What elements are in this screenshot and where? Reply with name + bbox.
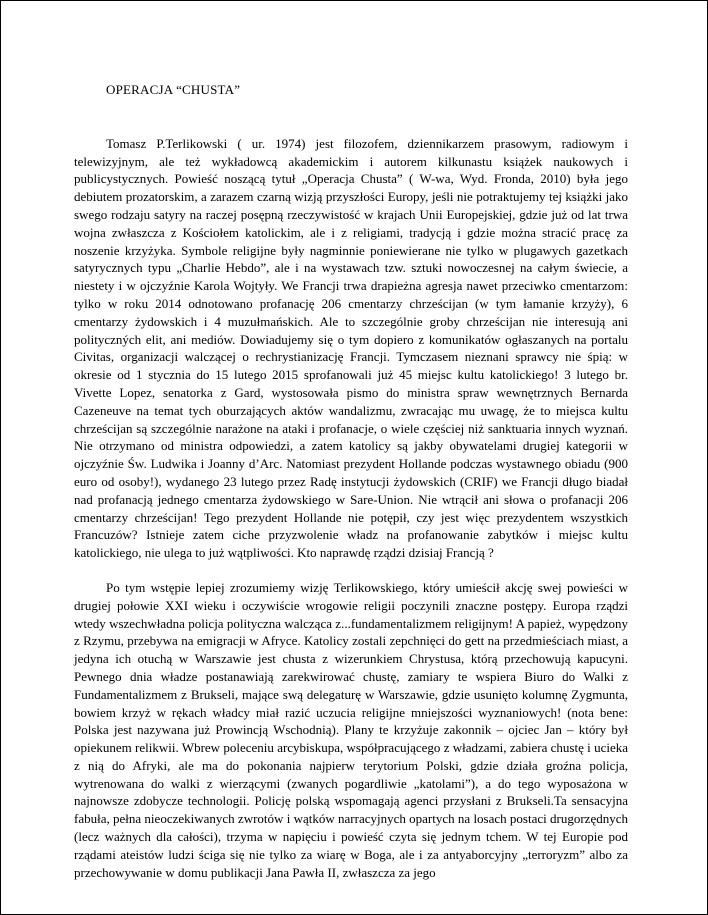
document-body — [74, 81, 628, 881]
paragraph-plot: Po tym wstępie lepiej zrozumiemy wizję Terlikowskiego, który umieścił akcję swej powieści w drugiej połowie XXI wieku i oczywiście wrogowie religii poczynili znaczne postępy. Europa rządzi wtedy wszechwładna policja polityczna walcząca z...fundamentalizmem religijnym! A papież, wypędzony z Rzymu, przebywa na emigracji w Afryce. Katolicy zostali zepchnięci do gett na przedmieściach miast, a jedyna ich otuchą w Warszawie jest chusta z wizerunkiem Chrystusa, którą przechowują kapucyni. Pewnego dnia władze postanawiają zarekwirować chustę, zamiary te wspiera Biuro do Walki z Fundamentalizmem z Brukseli, mające swą delegaturę w Warszawie, gdzie usunięto kolumnę Zygmunta, bowiem krzyż w rękach władcy miał razić uczucia religijne mniejszości wyznaniowych! (nota bene: Polska jest nazywana już Prowincją Wschodnią). Plany te krzyżuje zakonnik – ojciec Jan – który był opiekunem relikwii. Wbrew poleceniu arcybiskupa, współpracującego z władzami, zabiera chustę i ucieka z nią do Afryki, ale ma do pokonania najpierw terytorium Polski, gdzie działa groźna policja, wytrenowana do walki z wierzącymi (zwanych pogardliwie „katolami”), a do tego wyposażona w najnowsze zdobycze technologii. Policję polską wspomagają agenci przysłani z Brukseli.Ta sensacyjna fabuła, pełna nieoczekiwanych zwrotów i wątków narracyjnych opartych na losach postaci drugorzędnych (lecz ważnych dla całości), trzyma w napięciu i powieść czyta się jednym tchem. W tej Europie pod rządami ateistów ludzi ściga się nie tylko za wiarę w Boga, ale i za antyaborcyjny „terroryzm” albo za przechowywanie w domu publikacji Jana Pawła II, zwłaszcza za jego — [74, 579, 628, 880]
paragraph-intro: Tomasz P.Terlikowski ( ur. 1974) jest filozofem, dziennikarzem prasowym, radiowym i telewizyjnym, ale też wykładowcą akademickim i autorem kilkunastu książek naukowych i publicystycznych. Powieść noszącą tytuł „Operacja Chusta” ( W-wa, Wyd. Fronda, 2010) była jego debiutem prozatorskim, a zarazem czarną wizją przyszłości Europy, jeśli nie potraktujemy tej książki jako swego rodzaju satyry na raczej posępną rzeczywistość w krajach Unii Europejskiej, gdzie już od lat trwa wojna zwłaszcza z Kościołem katolickim, ale i z religiami, tradycją i gdzie można stracić pracę za noszenie krzyżyka. Symbole religijne były nagminnie poniewierane nie tylko w plugawych gazetkach satyrycznych typu „Charlie Hebdo”, ale i na wystawach tzw. sztuki nowoczesnej na całym świecie, a niestety i w ojczyźnie Karola Wojtyły. We Francji trwa drapieżna agresja nawet przeciwko cmentarzom: tylko w roku 2014 odnotowano profanację 206 cmentarzy chrześcijan (w tym łamanie krzyży), 6 cmentarzy żydowskich i 4 muzułmańskich. Ale to szczególnie groby chrześcijan nie interesują ani polityczných elit, ani mediów. Dowiadujemy się o tym dopiero z komunikatów ogłaszanych na portalu Civitas, organizacji walczącej o rechrystianizację Francji. Tymczasem nieznani sprawcy nie śpią: w okresie od 1 stycznia do 15 lutego 2015 sprofanowali już 45 miejsc kultu katolickiego! 3 lutego br. Vivette Lopez, senatorka z Gard, wystosowała pismo do ministra spraw wewnętrznych Bernarda Cazeneuve na temat tych oburzających aktów wandalizmu, zwracając mu uwagę, że to miejsca kultu chrześcijan są szczególnie narażone na ataki i profanacje, o wiele częściej niż sanktuaria innych wyznań. Nie otrzymano od ministra odpowiedzi, a zatem katolicy są jakby obywatelami drugiej kategorii w ojczyźnie Św. Ludwika i Joanny d’Arc. Natomiast prezydent Hollande podczas wystawnego obiadu (900 euro od osoby!), wydanego 23 lutego przez Radę instytucji żydowskich (CRIF) we Francji długo biadał nad profanacją jednego cmentarza żydowskiego w Sare-Union. Nie wtrącił ani słowa o profanacji 206 cmentarzy chrześcijan! Tego prezydent Hollande nie potępił, czy jest więc prezydentem wszystkich Francuzów? Istnieje zatem ciche przyzwolenie władz na profanowanie zabytków i miejsc kultu katolickiego, nie ulega to już wątpliwości. Kto naprawdę rządzi dzisiaj Francją ? — [74, 135, 628, 561]
document-title: OPERACJA “CHUSTA” — [106, 82, 241, 97]
